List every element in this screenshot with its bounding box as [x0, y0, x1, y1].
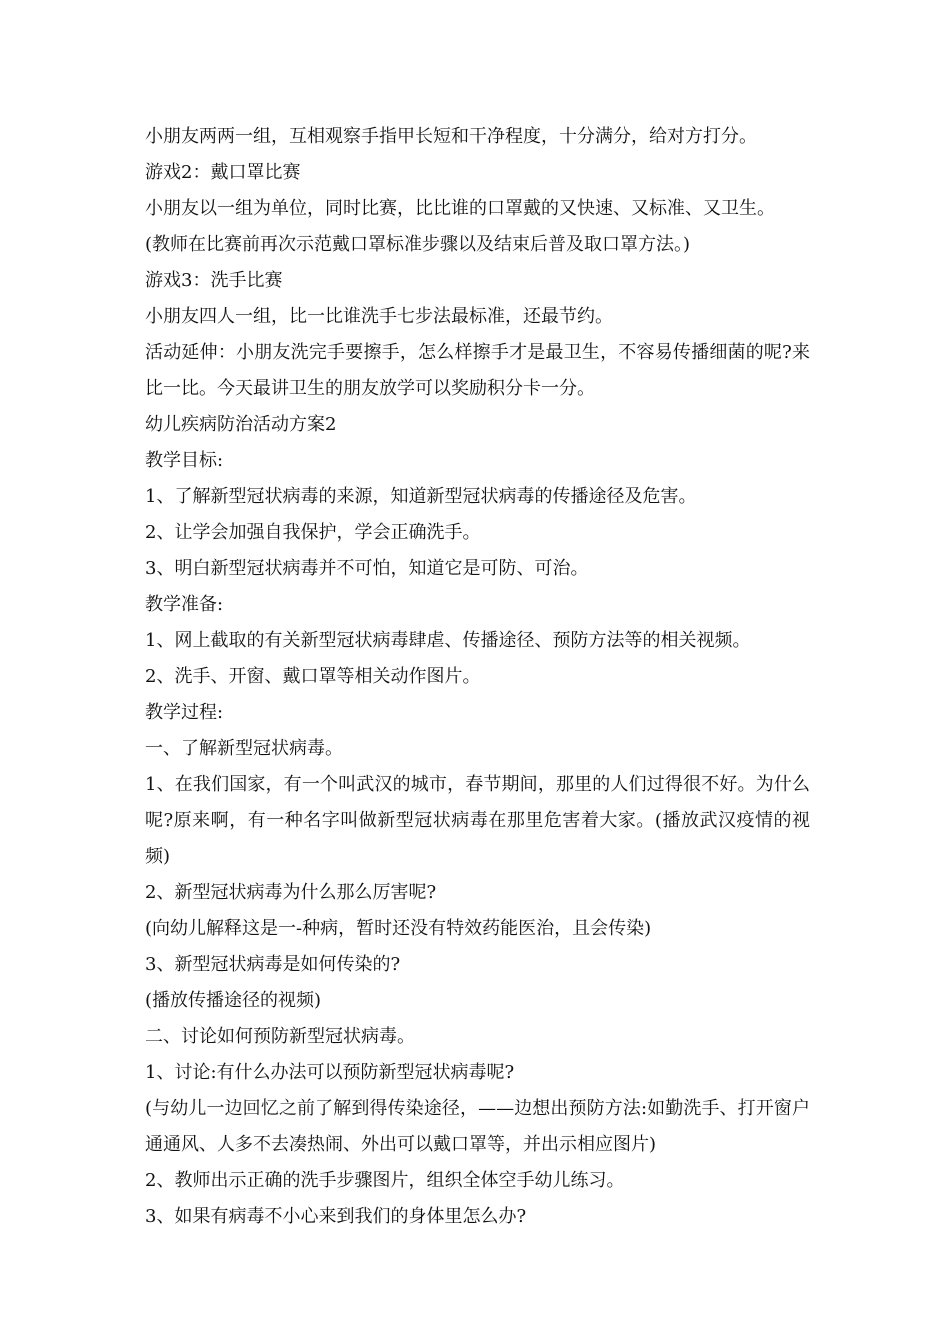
list-item: 2、新型冠状病毒为什么那么厉害呢? — [145, 882, 437, 903]
paragraph: 小朋友四人一组，比一比谁洗手七步法最标准，还最节约。 — [145, 306, 613, 327]
list-item: 2、让学会加强自我保护，学会正确洗手。 — [145, 522, 481, 543]
list-item: 1、了解新型冠状病毒的来源，知道新型冠状病毒的传播途径及危害。 — [145, 486, 697, 507]
paragraph: 小朋友两两一组，互相观察手指甲长短和干净程度，十分满分，给对方打分。 — [145, 126, 757, 147]
section-heading: 教学过程: — [145, 702, 224, 723]
section-heading: 游戏2：戴口罩比赛 — [145, 162, 301, 183]
section-heading: 游戏3：洗手比赛 — [145, 270, 283, 291]
document-subtitle: 幼儿疾病防治活动方案2 — [145, 414, 337, 435]
paragraph: (向幼儿解释这是一-种病，暂时还没有特效药能医治，且会传染) — [145, 918, 652, 939]
section-heading: 二、讨论如何预防新型冠状病毒。 — [145, 1026, 415, 1047]
paragraph: 活动延伸：小朋友洗完手要擦手，怎么样擦手才是最卫生，不容易传播细菌的呢?来比一比。今天最讲卫生的朋友放学可以奖励积分卡一分。 — [145, 342, 810, 399]
paragraph: (播放传播途径的视频) — [145, 990, 322, 1011]
paragraph: (教师在比赛前再次示范戴口罩标准步骤以及结束后普及取口罩方法。) — [145, 234, 691, 255]
section-heading: 教学准备: — [145, 594, 224, 615]
list-item: 1、讨论:有什么办法可以预防新型冠状病毒呢? — [145, 1062, 515, 1083]
list-item: 3、新型冠状病毒是如何传染的? — [145, 954, 401, 975]
section-heading: 一、了解新型冠状病毒。 — [145, 738, 343, 759]
list-item: 2、洗手、开窗、戴口罩等相关动作图片。 — [145, 666, 481, 687]
list-item: 1、网上截取的有关新型冠状病毒肆虐、传播途径、预防方法等的相关视频。 — [145, 630, 751, 651]
paragraph: 小朋友以一组为单位，同时比赛，比比谁的口罩戴的又快速、又标准、又卫生。 — [145, 198, 775, 219]
list-item: 2、教师出示正确的洗手步骤图片，组织全体空手幼儿练习。 — [145, 1170, 625, 1191]
list-item: 3、明白新型冠状病毒并不可怕，知道它是可防、可治。 — [145, 558, 589, 579]
list-item: 3、如果有病毒不小心来到我们的身体里怎么办? — [145, 1206, 527, 1227]
section-heading: 教学目标: — [145, 450, 224, 471]
list-item: 1、在我们国家，有一个叫武汉的城市，春节期间，那里的人们过得很不好。为什么呢?原来啊，有一种名字叫做新型冠状病毒在那里危害着大家。(播放武汉疫情的视频) — [145, 774, 810, 867]
paragraph: (与幼儿一边回忆之前了解到得传染途径，——边想出预防方法:如勤洗手、打开窗户通通风、人多不去凑热闹、外出可以戴口罩等，并出示相应图片) — [145, 1098, 810, 1155]
document-body — [145, 119, 810, 1235]
